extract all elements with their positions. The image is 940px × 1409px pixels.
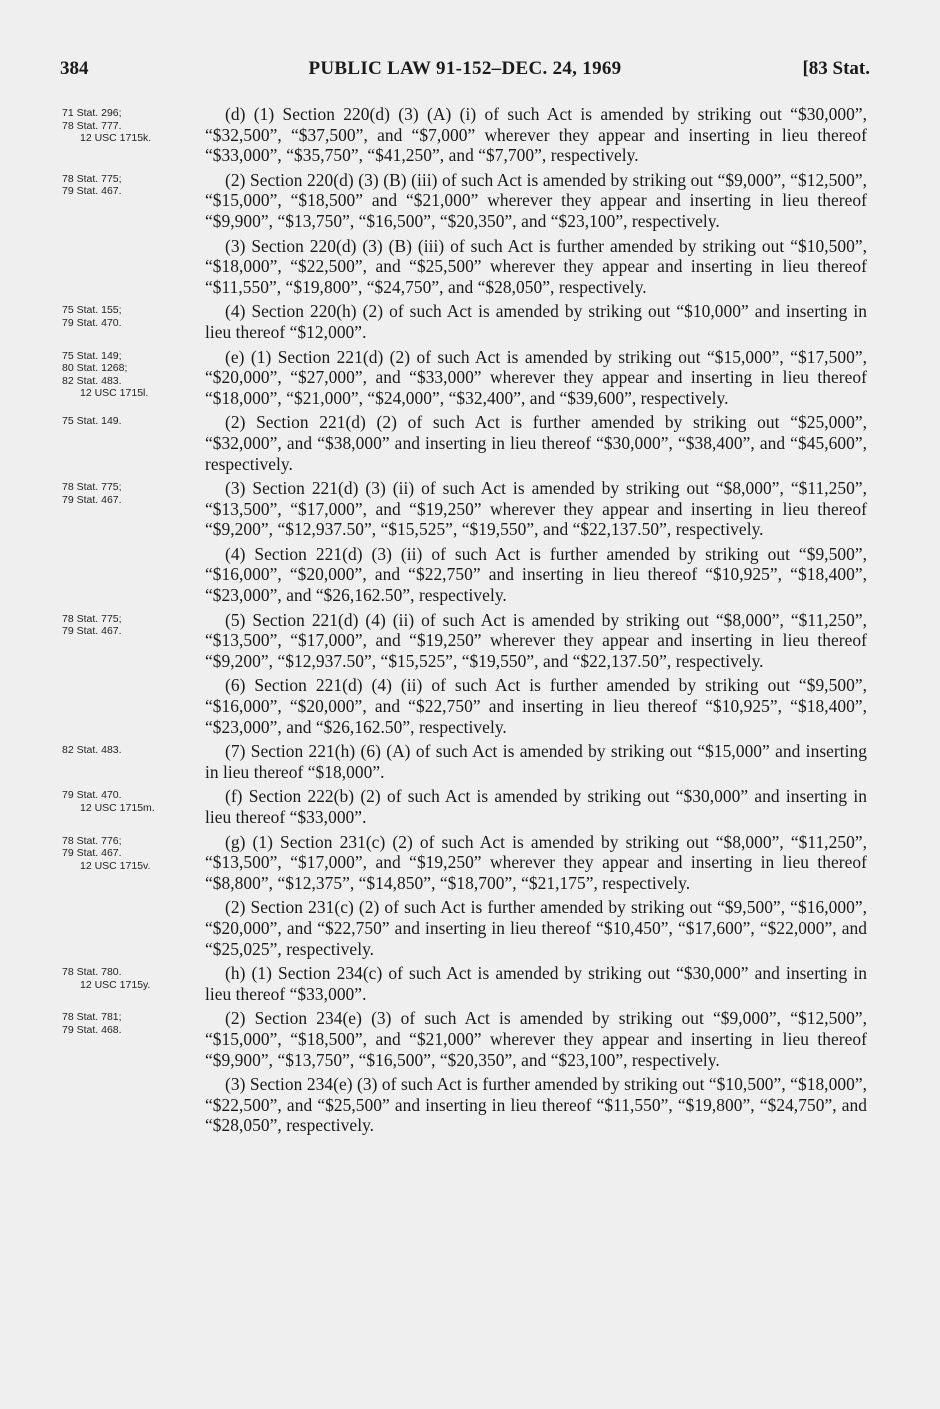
citation-line: 82 Stat. 483. — [62, 374, 122, 387]
citation-line: 78 Stat. 775; — [62, 172, 122, 185]
section-block — [62, 301, 868, 342]
section-block — [62, 544, 868, 606]
citation-line: 79 Stat. 470. — [62, 316, 122, 329]
section-block — [62, 963, 868, 1004]
margin-citation — [62, 481, 184, 506]
amendment-paragraph: (2) Section 220(d) (3) (B) (iii) of such Act is amended by striking out “$9,000”, “$12,500”, “$15,000”, “$18,500” and “$21,000” wherever they appear and inserting in lieu thereof “$9,900”, “$13,750”, “$16,500”, “$20,350”, and “$23,100”, respectively. — [205, 169, 867, 231]
amendment-paragraph: (3) Section 221(d) (3) (ii) of such Act is amended by striking out “$8,000”, “$11,250”, “$13,500”, “$17,000”, and “$19,250” wherever they appear and inserting in lieu thereof “$9,200”, “$12,937.50”, “$15,525”, “$19,550”, and “$22,137.50”, respectively. — [205, 478, 867, 540]
amendment-paragraph: (g) (1) Section 231(c) (2) of such Act is amended by striking out “$8,000”, “$11,250”, “$13,500”, “$17,000”, and “$19,250” wherever they appear and inserting in lieu thereof “$8,800”, “$12,375”, “$14,850”, “$18,700”, “$21,175”, respectively. — [205, 831, 867, 893]
margin-citation — [62, 350, 184, 400]
amendment-paragraph: (3) Section 234(e) (3) of such Act is further amended by striking out “$10,500”, “$18,000”, “$22,500”, and “$25,500” and inserting in lieu thereof “$11,550”, “$19,800”, “$24,750”, and “$28,050”, respectively. — [205, 1074, 867, 1136]
section-block — [62, 412, 868, 474]
citation-line: 12 USC 1715m. — [80, 801, 155, 814]
section-block — [62, 1008, 868, 1070]
section-block — [62, 786, 868, 827]
amendment-paragraph: (6) Section 221(d) (4) (ii) of such Act is further amended by striking out “$9,500”, “$16,000”, “$20,000”, and “$22,750” and inserting in lieu thereof “$10,925”, “$18,400”, “$23,000”, and “$26,162.50”, respectively. — [205, 675, 867, 737]
amendment-paragraph: (4) Section 220(h) (2) of such Act is amended by striking out “$10,000” and inserting in lieu thereof “$12,000”. — [205, 301, 867, 342]
section-block — [62, 104, 868, 166]
citation-line: 78 Stat. 777. — [62, 119, 122, 132]
section-block — [62, 675, 868, 737]
section-block — [62, 897, 868, 959]
amendment-paragraph: (e) (1) Section 221(d) (2) of such Act is amended by striking out “$15,000”, “$17,500”, “$20,000”, “$27,000”, and “$33,000” wherever they appear and inserting in lieu thereof “$18,000”, “$21,000”, “$24,000”, “$32,400”, and “$39,600”, respectively. — [205, 346, 867, 408]
citation-line: 75 Stat. 149. — [62, 415, 122, 428]
citation-line: 12 USC 1715k. — [80, 132, 152, 144]
citation-line: 78 Stat. 781; — [62, 1011, 122, 1024]
margin-citation — [62, 1011, 184, 1036]
margin-citation — [62, 789, 184, 814]
document-body — [62, 104, 868, 1140]
amendment-paragraph: (5) Section 221(d) (4) (ii) of such Act is amended by striking out “$8,000”, “$11,250”, “$13,500”, “$17,000”, and “$19,250” wherever they appear and inserting in lieu thereof “$9,200”, “$12,937.50”, “$15,525”, “$19,550”, and “$22,137.50”, respectively. — [205, 609, 867, 671]
amendment-paragraph: (4) Section 221(d) (3) (ii) of such Act is further amended by striking out “$9,500”, “$16,000”, “$20,000”, and “$22,750” and inserting in lieu thereof “$10,925”, “$18,400”, “$23,000”, and “$26,162.50”, respectively. — [205, 543, 867, 606]
amendment-paragraph: (7) Section 221(h) (6) (A) of such Act is amended by striking out “$15,000” and inserting in lieu thereof “$18,000”. — [205, 741, 867, 782]
page-number: 384 — [60, 58, 89, 79]
amendment-paragraph: (d) (1) Section 220(d) (3) (A) (i) of such Act is amended by striking out “$30,000”, “$32,500”, “$37,500”, and “$7,000” wherever they appear and inserting in lieu thereof “$33,000”, “$35,750”, “$41,250”, and “$7,700”, respectively. — [205, 104, 867, 166]
section-block — [62, 741, 868, 782]
citation-line: 12 USC 1715y. — [80, 978, 151, 991]
margin-citation — [62, 107, 184, 145]
citation-line: 79 Stat. 467. — [62, 493, 122, 506]
margin-citation — [62, 304, 184, 329]
amendment-paragraph: (f) Section 222(b) (2) of such Act is amended by striking out “$30,000” and inserting in lieu thereof “$33,000”. — [205, 786, 867, 827]
amendment-paragraph: (h) (1) Section 234(c) of such Act is amended by striking out “$30,000” and inserting in lieu thereof “$33,000”. — [205, 963, 867, 1004]
citation-line: 78 Stat. 780. — [62, 966, 122, 979]
margin-citation — [62, 744, 184, 757]
amendment-paragraph: (3) Section 220(d) (3) (B) (iii) of such Act is further amended by striking out “$10,500”, “$18,000”, “$22,500”, and “$25,500” wherever they appear and inserting in lieu thereof “$11,550”, “$19,800”, “$24,750”, and “$28,050”, respectively. — [205, 235, 867, 297]
citation-line: 79 Stat. 467. — [62, 847, 122, 860]
page-header — [60, 58, 870, 86]
margin-citation — [62, 415, 184, 428]
amendment-paragraph: (2) Section 231(c) (2) of such Act is further amended by striking out “$9,500”, “$16,000”, “$20,000”, and “$22,750” and inserting in lieu thereof “$10,450”, “$17,600”, “$22,000”, and “$25,025”, respectively. — [205, 897, 867, 959]
margin-citation — [62, 835, 184, 873]
citation-line: 79 Stat. 467. — [62, 185, 122, 198]
section-block — [62, 478, 868, 540]
citation-line: 79 Stat. 467. — [62, 625, 122, 638]
running-title: PUBLIC LAW 91-152–DEC. 24, 1969 — [308, 58, 622, 79]
amendment-paragraph: (2) Section 221(d) (2) of such Act is further amended by striking out “$25,000”, “$32,000”, and “$38,000” and inserting in lieu thereof “$30,000”, “$38,400”, and “$45,600”, respectively. — [205, 412, 867, 474]
margin-citation — [62, 966, 184, 991]
margin-citation — [62, 173, 184, 198]
citation-line: 75 Stat. 155; — [62, 304, 122, 317]
citation-line: 78 Stat. 775; — [62, 481, 122, 494]
citation-line: 82 Stat. 483. — [62, 744, 122, 757]
citation-line: 79 Stat. 468. — [62, 1023, 122, 1036]
citation-line: 71 Stat. 296; — [62, 107, 122, 119]
section-block — [62, 610, 868, 672]
section-block — [62, 1074, 868, 1136]
citation-line: 75 Stat. 149; — [62, 349, 122, 362]
section-block — [62, 832, 868, 894]
citation-line: 78 Stat. 776; — [62, 834, 122, 847]
citation-line: 12 USC 1715v. — [80, 859, 151, 872]
section-block — [62, 236, 868, 298]
citation-line: 78 Stat. 775; — [62, 612, 122, 625]
citation-line: 80 Stat. 1268; — [62, 362, 128, 375]
citation-line: 12 USC 1715l. — [80, 387, 149, 400]
statute-volume: [83 Stat. — [802, 58, 870, 79]
section-block — [62, 170, 868, 232]
amendment-paragraph: (2) Section 234(e) (3) of such Act is amended by striking out “$9,000”, “$12,500”, “$15,000”, “$18,500”, and “$21,000” wherever they appear and inserting in lieu thereof “$9,900”, “$13,750”, “$16,500”, “$20,350”, and “$23,100”, respectively. — [205, 1008, 867, 1070]
citation-line: 79 Stat. 470. — [62, 789, 122, 802]
margin-citation — [62, 613, 184, 638]
section-block — [62, 347, 868, 409]
